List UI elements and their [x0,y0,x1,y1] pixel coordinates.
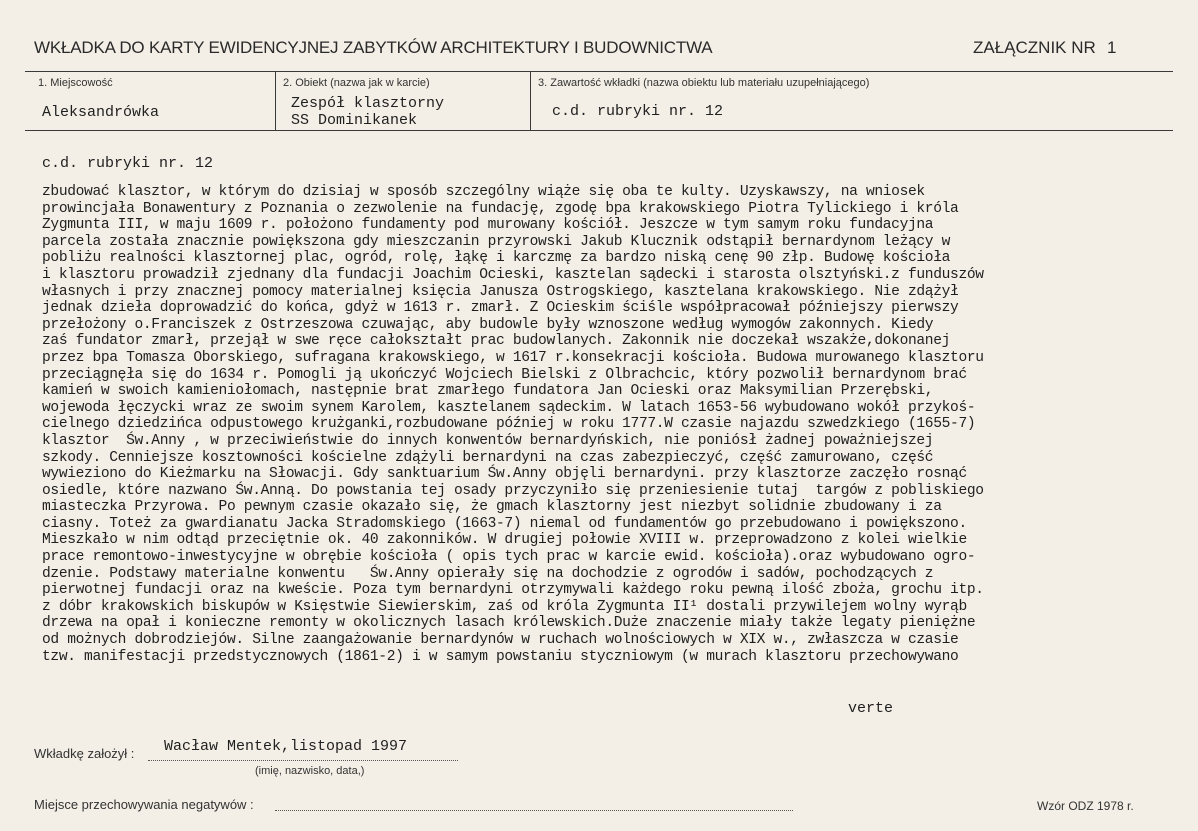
field-divider-1 [275,71,276,131]
form-model: Wzór ODZ 1978 r. [1037,799,1134,813]
object-label: 2. Obiekt (nazwa jak w karcie) [283,77,430,89]
page-title: WKŁADKA DO KARTY EWIDENCYJNEJ ZABYTKÓW ARCHITEKTURY I BUDOWNICTWA [34,38,713,57]
object-value: Zespół klasztorny SS Dominikanek [291,95,445,129]
verte-note: verte [848,700,894,717]
author-hint: (imię, nazwisko, data,) [255,765,365,777]
annex-label: ZAŁĄCZNIK NR [973,38,1096,57]
content-label: 3. Zawartość wkładki (nazwa obiektu lub materiału uzupełniającego) [538,77,870,89]
locality-value: Aleksandrówka [42,104,160,121]
body-heading: c.d. rubryki nr. 12 [42,155,214,172]
content-value: c.d. rubryki nr. 12 [552,103,724,120]
field-divider-2 [530,71,531,131]
body-text: zbudować klasztor, w którym do dzisiaj w sposób szczególny wiąże się oba te kulty. Uzyskawszy, na wniosek prowincjała Bonawentury z Poznania o zezwolenie na fundację, zgodę bpa krakowskiego Piotra Tylickiego i króla Zygmunta III, w maju 1609 r. położono fundamenty pod murowany kościół. Jeszcze w tym samym roku fundacyjna parcela została znacznie powiększona gdy mieszczanin przyrowski Jakub Klucznik odstąpił bernardynom leżący w pobliżu realności klasztornej plac, ogród, rolę, łąkę i karczmę za bardzo niską cenę 90 złp. Budowę kościoła i klasztoru prowadził zjednany dla fundacji Joachim Ocieski, kasztelan sądecki i starosta olsztyński.z funduszów własnych i przy znacznej pomocy materialnej księcia Janusza Ostrogskiego, kasztelana krakowskiego. Nie zdążył jednak dzieła doprowadzić do końca, gdyż w 1613 r. zmarł. Z Ocieskim ściśle współpracował późniejszy pierwszy przełożony o.Franciszek z Ostrzeszowa czuwając, aby budowle były wznoszone według wymogów zakonnych. Kiedy zaś fundator zmarł, przejął w swe ręce całokształt prac budowlanych. Zakonnik nie doczekał wszakże,dokonanej przez bpa Tomasza Oborskiego, sufragana krakowskiego, w 1617 r.konsekracji kościoła. Budowa murowanego klasztoru przeciągnęła się do 1634 r. Pomogli ją ukończyć Wojciech Bielski z Olbrachcic, który pozwolił bernardynom brać kamień w swoich kamieniołomach, następnie brat zmarłego fundatora Jan Ocieski oraz Maksymilian Przerębski, wojewoda łęczycki wraz ze swoim synem Karolem, kasztelanem sądeckim. W latach 1653-56 wybudowano wokół przykoś- cielnego dziedzińca odpustowego krużganki,rozbudowane później w roku 1777.W czasie najazdu szwedzkiego (1655-7) klasztor Św.Anny , w przeciwieństwie do innych konwentów bernardyńskich, nie poniósł żadnej poważniejszej szkody. Cenniejsze kosztowności kościelne zdążyli bernardyni na czas zabezpieczyć, część zamurowano, część wywieziono do Kieżmarku na Słowacji. Gdy sanktuarium Św.Anny objęli bernardyni. przy klasztorze zaczęło rosnąć osiedle, które nazwano Św.Anną. Do powstania tej osady przyczyniło się przeniesienie tutaj targów z pobliskiego miasteczka Przyrowa. Po pewnym czasie okazało się, że gmach klasztorny jest niezbyt solidnie zbudowany i za ciasny. Toteż za gwardianatu Jacka Stradomskiego (1663-7) niemal od fundamentów go przebudowano i powiększono. Mieszkało w nim odtąd przeciętnie ok. 40 zakonników. W drugiej połowie XVIII w. przeprowadzono z kolei wielkie prace remontowo-inwestycyjne w obrębie kościoła ( opis tych prac w karcie ewid. kościoła).oraz wybudowano ogro- dzenie. Podstawy materialne konwentu Św.Anny opierały się na dochodzie z ogrodów i sadów, pochodzących z pierwotnej fundacji oraz na kweście. Poza tym bernardyni otrzymywali każdego roku pewną ilość zboża, grochu itp. z dóbr krakowskich biskupów w Księstwie Siewierskim, zaś od króla Zygmunta II¹ dostali przywilejem wolny wyrąb drzewa na opał i konieczne remonty w okolicznych lasach królewskich.Duże znaczenie miały także legaty pieniężne od możnych dobrodziejów. Silne zaangażowanie bernardynów w ruchach wolnościowych w XIX w., zwłaszcza w czasie tzw. manifestacji przedstycznowych (1861-2) i w samym powstaniu styczniowym (w murach klasztoru przechowywano [42,184,984,665]
annex-number: 1 [1107,38,1117,57]
negatives-dotted-line [275,810,793,811]
author-dotted-line [148,760,458,761]
locality-label: 1. Miejscowość [38,77,113,89]
header-top-rule [25,71,1173,72]
author-value: Wacław Mentek,listopad 1997 [164,738,408,755]
header-bottom-rule [25,130,1173,131]
negatives-label: Miejsce przechowywania negatywów : [34,797,254,812]
author-label: Wkładkę założył : [34,746,135,761]
